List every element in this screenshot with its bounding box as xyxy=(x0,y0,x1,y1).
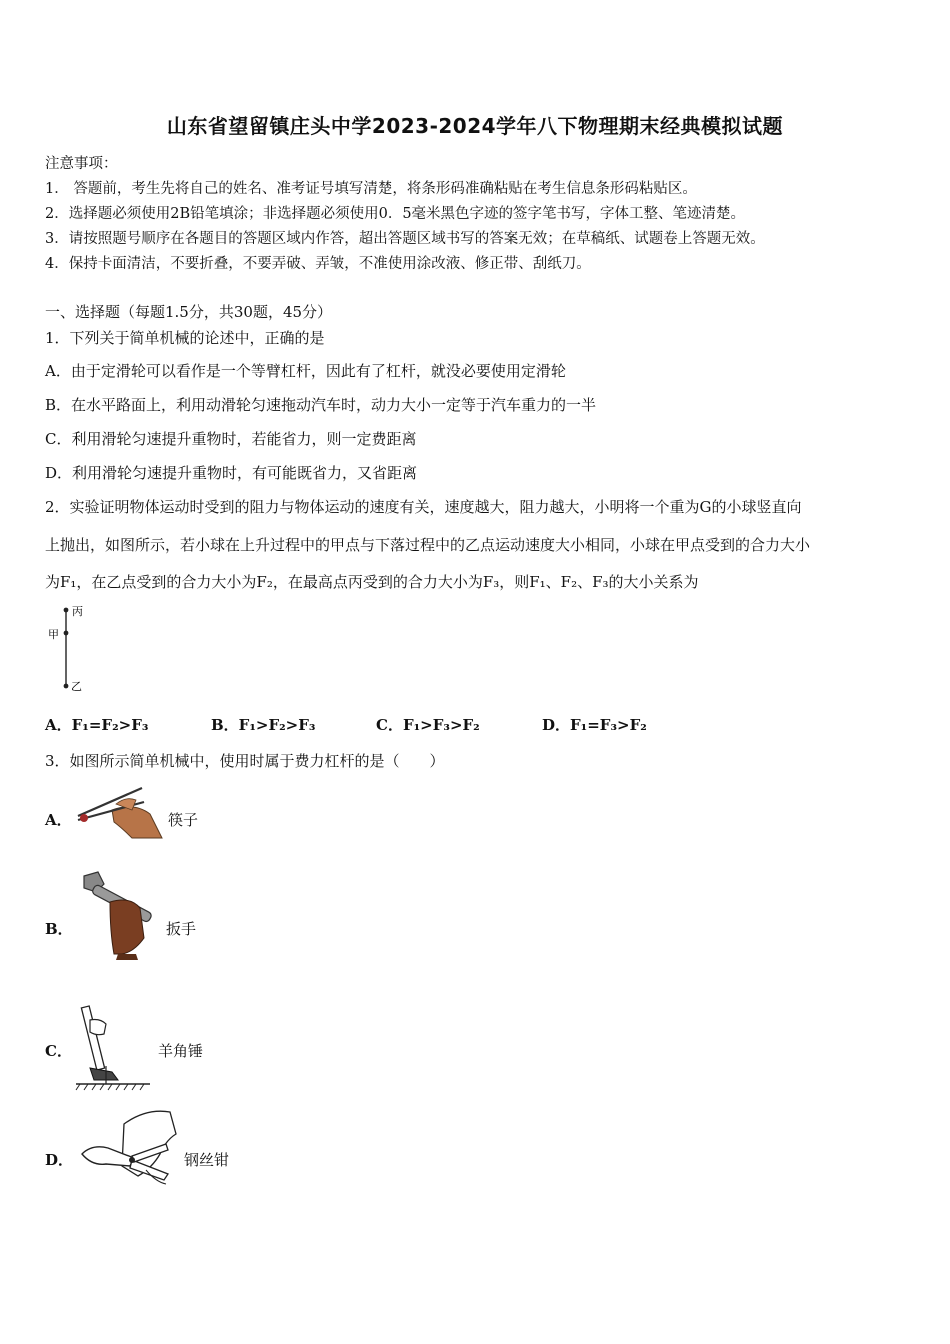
q1-option-d: D．利用滑轮匀速提升重物时，有可能既省力，又省距离 xyxy=(45,464,418,482)
q3-option-d-letter: D． xyxy=(45,1151,74,1169)
q3-option-b-letter: B． xyxy=(45,920,73,938)
notice-item: 4．保持卡面清洁，不要折叠，不要弄破、弄皱，不准使用涂改液、修正带、刮纸刀。 xyxy=(45,256,591,272)
q3-option-a-label: 筷子 xyxy=(168,811,199,829)
point-label-top: 丙 xyxy=(72,605,83,618)
q2-option-c: C．F₁>F₃>F₂ xyxy=(376,716,480,734)
q1-option-a: A．由于定滑轮可以看作是一个等臂杠杆，因此有了杠杆，就没必要使用定滑轮 xyxy=(45,362,566,380)
q3-option-a-letter: A． xyxy=(45,811,72,829)
q3-stem: 3．如图所示简单机械中，使用时属于费力杠杆的是（ ） xyxy=(45,752,445,770)
q3-option-c-label: 羊角锤 xyxy=(158,1042,204,1060)
notice-item: 3．请按照题号顺序在各题目的答题区域内作答，超出答题区域书写的答案无效；在草稿纸、试题卷上答题无效。 xyxy=(45,231,765,247)
point-label-bottom: 乙 xyxy=(71,680,82,693)
page-title: 山东省望留镇庄头中学2023-2024学年八下物理期末经典模拟试题 xyxy=(166,114,784,138)
ball-trajectory-figure xyxy=(44,600,104,695)
claw-hammer-icon xyxy=(72,1000,152,1092)
q1-option-c: C．利用滑轮匀速提升重物时，若能省力，则一定费距离 xyxy=(45,430,417,448)
q1-stem: 1．下列关于简单机械的论述中，正确的是 xyxy=(45,329,325,347)
q2-stem-line1: 2．实验证明物体运动时受到的阻力与物体运动的速度有关，速度越大，阻力越大，小明将一个重为G的小球竖直向 xyxy=(45,498,802,516)
q2-option-d: D．F₁=F₃>F₂ xyxy=(542,716,647,734)
q3-option-b-label: 扳手 xyxy=(166,920,197,938)
q2-option-a: A．F₁=F₂>F₃ xyxy=(45,716,149,734)
notice-heading: 注意事项： xyxy=(45,156,118,172)
notice-item: 1． 答题前，考生先将自己的姓名、准考证号填写清楚，将条形码准确粘贴在考生信息条形码粘贴区。 xyxy=(45,181,697,197)
q2-stem-line3: 为F₁，在乙点受到的合力大小为F₂，在最高点丙受到的合力大小为F₃，则F₁、F₂、F₃的大小关系为 xyxy=(45,573,699,591)
q2-option-b: B．F₁>F₂>F₃ xyxy=(211,716,316,734)
q3-option-c-letter: C． xyxy=(45,1042,72,1060)
point-label-middle: 甲 xyxy=(48,628,59,641)
section-heading: 一、选择题（每题1.5分，共30题，45分） xyxy=(45,303,333,321)
notice-item: 2．选择题必须使用2B铅笔填涂；非选择题必须使用0．5毫米黑色字迹的签字笔书写，字体工整、笔迹清楚。 xyxy=(45,206,746,222)
q3-option-d-label: 钢丝钳 xyxy=(184,1151,230,1169)
chopsticks-icon xyxy=(72,780,164,842)
pliers-icon xyxy=(76,1104,180,1188)
wrench-icon xyxy=(74,868,164,960)
q2-stem-line2: 上抛出，如图所示，若小球在上升过程中的甲点与下落过程中的乙点运动速度大小相同，小球在甲点受到的合力大小 xyxy=(45,536,811,554)
q1-option-b: B．在水平路面上，利用动滑轮匀速拖动汽车时，动力大小一定等于汽车重力的一半 xyxy=(45,396,597,414)
